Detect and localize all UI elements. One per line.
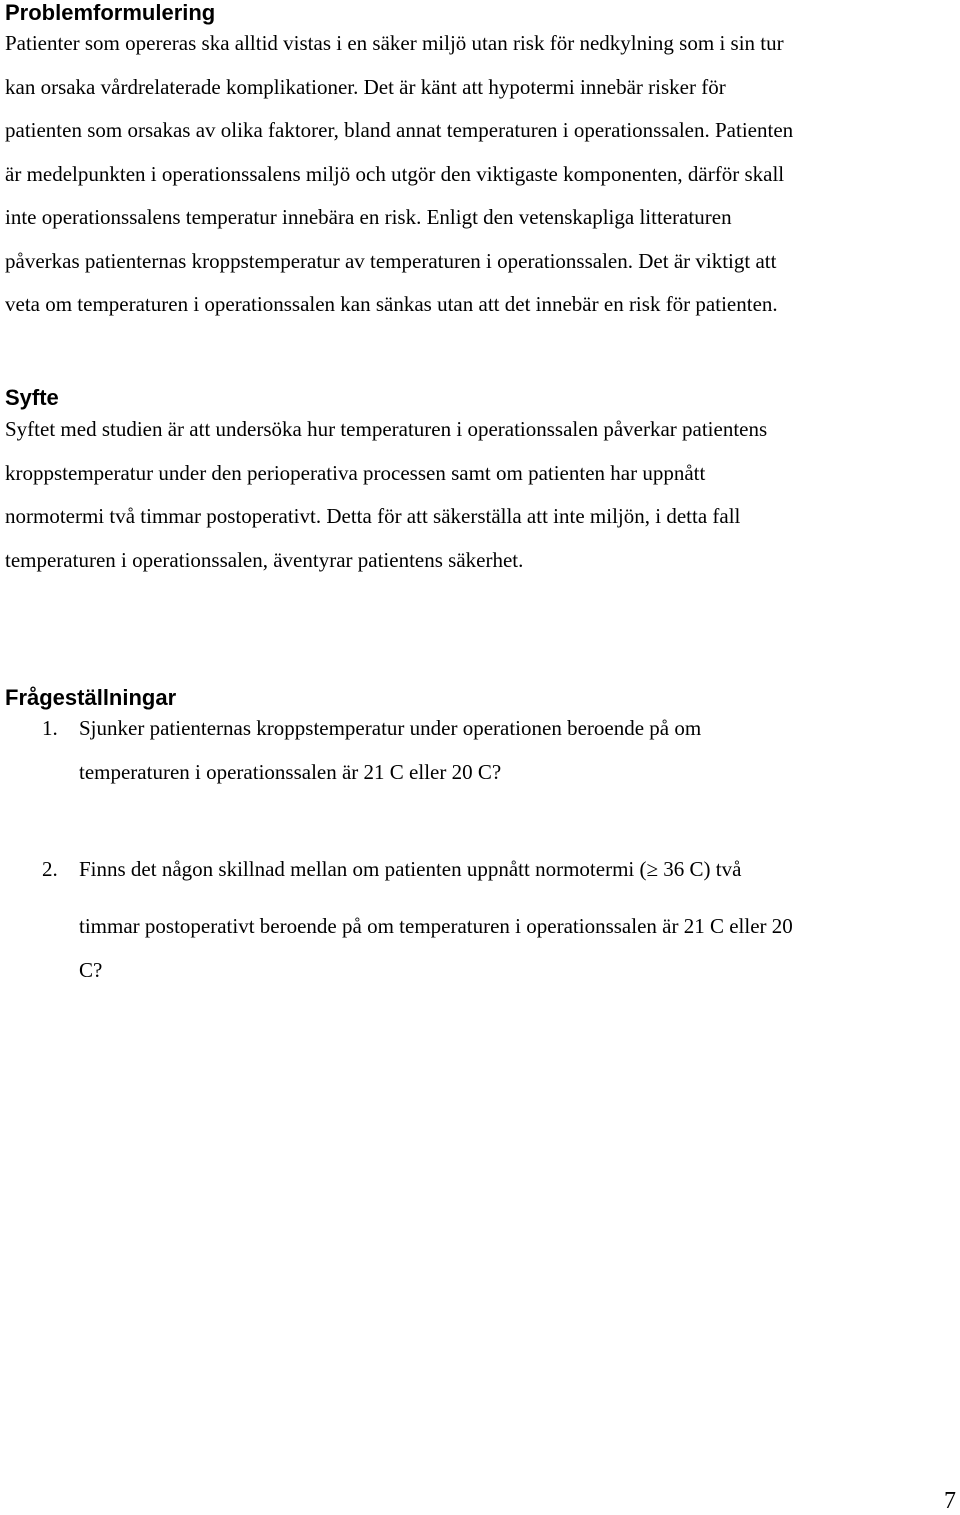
question-number: 2. <box>42 857 58 881</box>
paragraph-line: normotermi två timmar postoperativt. Detta för att säkerställa att inte miljön, i detta fall <box>5 504 741 528</box>
question-line: C? <box>79 958 103 982</box>
paragraph-line: inte operationssalens temperatur innebära en risk. Enligt den vetenskapliga litteraturen <box>5 205 732 229</box>
paragraph-line: kroppstemperatur under den perioperativa processen samt om patienten har uppnått <box>5 460 706 485</box>
paragraph-line: Patienter som opereras ska alltid vistas i en säker miljö utan risk för nedkylning som i sin tur <box>5 31 784 55</box>
paragraph-line: är medelpunkten i operationssalens miljö och utgör den viktigaste komponenten, därför skall <box>5 161 785 186</box>
purpose-paragraph <box>5 408 767 582</box>
paragraph-line: temperaturen i operationssalen, äventyrar patientens säkerhet. <box>5 547 524 572</box>
section-heading-problem: Problemformulering <box>5 0 216 25</box>
question-line: timmar postoperativt beroende på om temperaturen i operationssalen är 21 C eller 20 <box>79 914 793 938</box>
question-line: Finns det någon skillnad mellan om patienten uppnått normotermi (≥ 36 C) två <box>79 857 742 881</box>
question-line: temperaturen i operationssalen är 21 C eller 20 C? <box>79 760 502 784</box>
paragraph-line: patienten som orsakas av olika faktorer, bland annat temperaturen i operationssalen. Patienten <box>5 118 794 142</box>
section-heading-questions: Frågeställningar <box>5 685 177 710</box>
paragraph-line: kan orsaka vårdrelaterade komplikationer. Det är känt att hypotermi innebär risker för <box>5 74 726 99</box>
page-number: 7 <box>944 1488 956 1514</box>
question-number: 1. <box>42 716 58 740</box>
question-line: Sjunker patienternas kroppstemperatur under operationen beroende på om <box>79 716 702 740</box>
problem-paragraph <box>5 22 793 327</box>
paragraph-line: påverkas patienternas kroppstemperatur av temperaturen i operationssalen. Det är viktigt att <box>5 248 777 273</box>
paragraph-line: veta om temperaturen i operationssalen kan sänkas utan att det innebär en risk för patienten. <box>5 292 778 316</box>
section-heading-purpose: Syfte <box>5 385 59 410</box>
paragraph-line: Syftet med studien är att undersöka hur temperaturen i operationssalen påverkar patientens <box>5 417 768 441</box>
